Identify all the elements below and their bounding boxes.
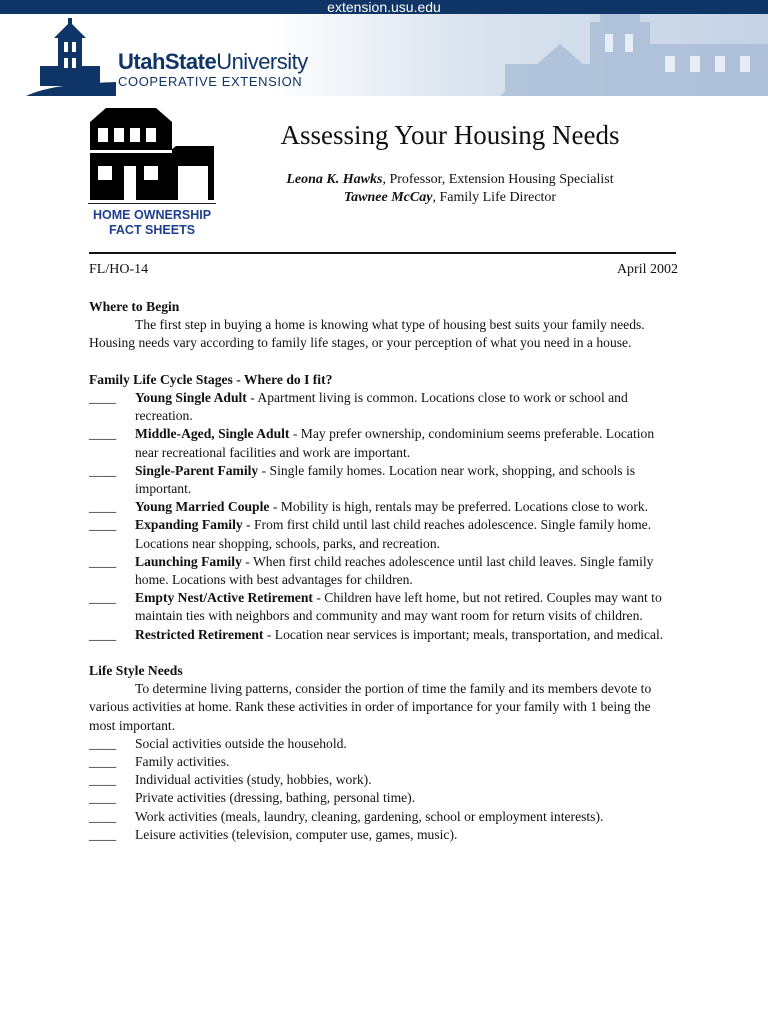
section-heading: Family Life Cycle Stages - Where do I fit? [89, 371, 333, 387]
answer-blank: ____ [89, 754, 117, 770]
list-item: ____ Middle-Aged, Single Adult - May prefer ownership, condominium seems preferable. Location near recreational facilities and work are important. [89, 425, 679, 461]
list-item: ____ Private activities (dressing, bathing, personal time). [89, 789, 679, 807]
answer-blank: ____ [89, 826, 117, 842]
answer-blank: ____ [89, 808, 117, 824]
old-main-tower-icon [24, 18, 116, 96]
top-bar [0, 0, 768, 14]
list-item: ____ Leisure activities (television, computer use, games, music). [89, 826, 679, 844]
answer-blank: ____ [89, 390, 117, 405]
section-paragraph: The first step in buying a home is knowing what type of housing best suits your family needs. Housing needs vary according to family life stages, or your perception of what you need in a house. [89, 317, 645, 351]
header-banner [0, 14, 768, 96]
list-item: ____ Expanding Family - From first child until last child reaches adolescence. Single family home. Locations near shopping, schools, parks, and recreation. [89, 516, 679, 552]
header-divider [89, 252, 676, 254]
house-icon [86, 104, 216, 200]
list-item: ____ Empty Nest/Active Retirement - Children have left home, but not retired. Couples may want to maintain ties with neighbors and community and may want room for return visits of children. [89, 589, 679, 625]
list-item: ____ Launching Family - When first child reaches adolescence until last child leaves. Single family home. Locations with best advantages for children. [89, 553, 679, 589]
answer-blank: ____ [89, 499, 117, 515]
answer-blank: ____ [89, 426, 117, 442]
document-date: April 2002 [616, 262, 678, 277]
answer-blank: ____ [89, 462, 117, 478]
answer-blank: ____ [89, 553, 117, 569]
answer-blank: ____ [89, 590, 117, 606]
document-body [89, 298, 679, 844]
document-title: Assessing Your Housing Needs [280, 120, 620, 150]
author-line: Leona K. Hawks, Professor, Extension Housing Specialist [286, 172, 614, 187]
answer-blank: ____ [89, 626, 117, 642]
department-name: COOPERATIVE EXTENSION [118, 74, 303, 89]
list-item: ____ Individual activities (study, hobbies, work). [89, 771, 679, 789]
section-paragraph: To determine living patterns, consider the portion of time the family and its members devote to various activities at home. Rank these activities in order of importance for your family with 1 being the most important. [89, 681, 652, 733]
list-item: ____ Restricted Retirement - Location near services is important; meals, transportation, and medical. [89, 626, 679, 644]
author-list [230, 171, 670, 207]
list-item: ____ Social activities outside the household. [89, 735, 679, 753]
answer-blank: ____ [89, 772, 117, 788]
logo-divider [88, 203, 216, 204]
site-url: extension.usu.edu [327, 0, 441, 14]
list-item: ____ Family activities. [89, 753, 679, 771]
answer-blank: ____ [89, 517, 117, 533]
list-item: ____ Single-Parent Family - Single family homes. Location near work, shopping, and schools is important. [89, 462, 679, 498]
section-heading: Life Style Needs [89, 663, 183, 679]
list-item: ____ Work activities (meals, laundry, cleaning, gardening, school or employment interests). [89, 808, 679, 826]
document-code: FL/HO-14 [89, 262, 149, 277]
series-label: HOME OWNERSHIP FACT SHEETS [92, 208, 212, 237]
answer-blank: ____ [89, 735, 117, 751]
section-heading: Where to Begin [89, 299, 180, 314]
university-wordmark: UtahStateUniversity COOPERATIVE EXTENSION [118, 49, 308, 89]
list-item: ____ Young Single Adult - Apartment living is common. Locations close to work or school and recreation. [89, 389, 679, 425]
list-item: ____ Young Married Couple - Mobility is high, rentals may be preferred. Locations close to work. [89, 498, 679, 516]
answer-blank: ____ [89, 790, 117, 806]
author-line: Tawnee McCay, Family Life Director [343, 190, 557, 205]
